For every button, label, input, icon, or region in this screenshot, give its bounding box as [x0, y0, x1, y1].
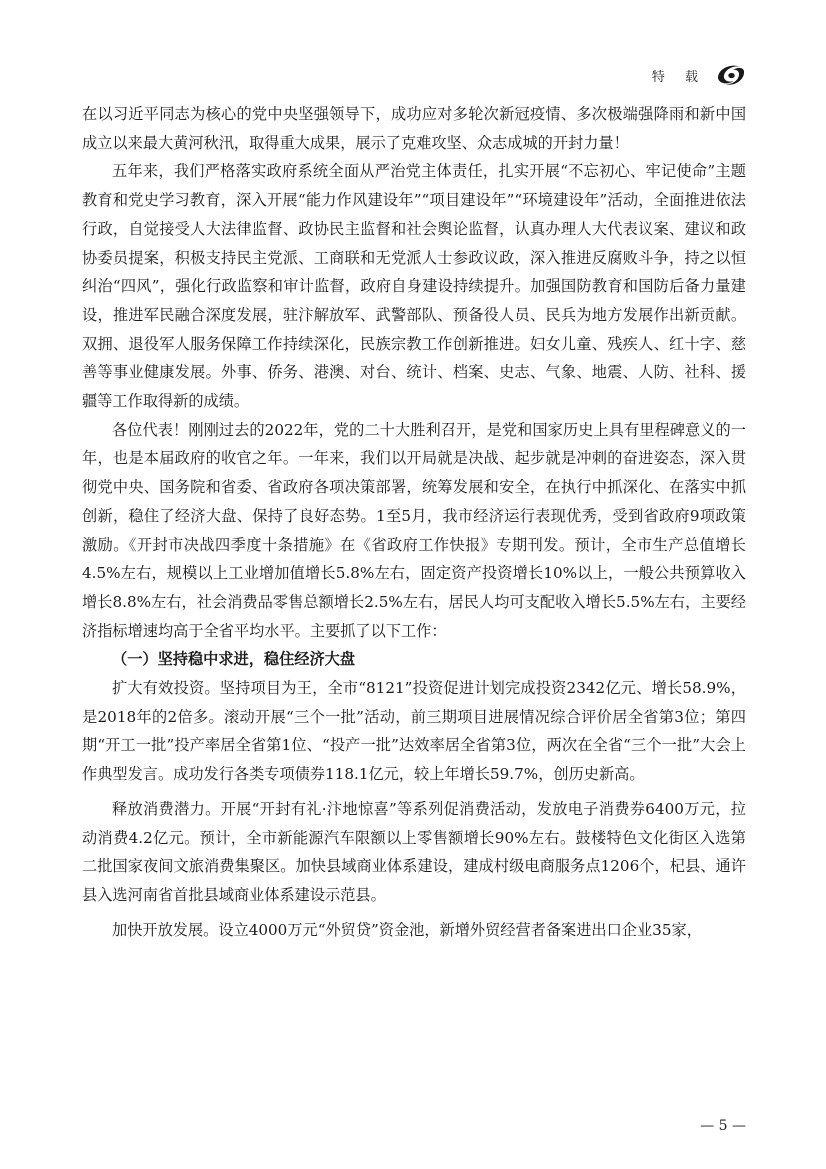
paragraph: 加快开放发展。设立4000万元“外贸贷”资金池，新增外贸经营者备案进出口企业35家，: [112, 920, 702, 939]
article-body: [82, 100, 746, 944]
paragraph: 扩大有效投资。坚持项目为王，全市“8121”投资促进计划完成投资2342亿元、增长58.9%，是2018年的2倍多。滚动开展“三个一批”活动，前三期项目进展情况综合评价居全省第3位；第四期“开工一批”投产率居全省第1位、“投产一批”达效率居全省第3位，两次在全省“三个一批”大会上作典型发言。成功发行各类专项债券118.1亿元，较上年增长59.7%，创历史新高。: [82, 679, 746, 784]
page-number: — 5 —: [700, 1118, 746, 1134]
paragraph: 在以习近平同志为核心的党中央坚强领导下，成功应对多轮次新冠疫情、多次极端强降雨和新中国成立以来最大黄河秋汛，取得重大成果，展示了克难攻坚、众志成城的开封力量！: [82, 105, 746, 152]
paragraph: 各位代表！刚刚过去的2022年，党的二十大胜利召开，是党和国家历史上具有里程碑意义的一年，也是本届政府的收官之年。一年来，我们以开局就是决战、起步就是冲刺的奋进姿态，深入贯彻党中央、国务院和省委、省政府各项决策部署，统筹发展和安全，在执行中抓深化、在落实中抓创新，稳住了经济大盘、保持了良好态势。1至5月，我市经济运行表现优秀，受到省政府9项政策激励。《开封市决战四季度十条措施》在《省政府工作快报》专期刊发。预计，全市生产总值增长4.5%左右，规模以上工业增加值增长5.8%左右，固定资产投资增长10%以上，一般公共预算收入增长8.8%左右，社会消费品零售总额增长2.5%左右，居民人均可支配收入增长5.5%左右，主要经济指标增速均高于全省平均水平。主要抓了以下工作：: [82, 420, 746, 640]
page-header: [652, 62, 748, 88]
paragraph: 五年来，我们严格落实政府系统全面从严治党主体责任，扎实开展“不忘初心、牢记使命”主题教育和党史学习教育，深入开展“能力作风建设年”“项目建设年”“环境建设年”活动，全面推进依法行政，自觉接受人大法律监督、政协民主监督和社会舆论监督，认真办理人大代表议案、建议和政协委员提案，积极支持民主党派、工商联和无党派人士参政议政，深入推进反腐败斗争，持之以恒纠治“四风”，强化行政监察和审计监督，政府自身建设持续提升。加强国防教育和国防后备力量建设，推进军民融合深度发展，驻汴解放军、武警部队、预备役人员、民兵为地方发展作出新贡献。双拥、退役军人服务保障工作持续深化，民族宗教工作创新推进。妇女儿童、残疾人、红十字、慈善等事业健康发展。外事、侨务、港澳、对台、统计、档案、史志、气象、地震、人防、社科、援疆等工作取得新的成绩。: [82, 162, 746, 411]
section-label: 特 载: [651, 69, 706, 85]
journal-logo-icon: [714, 62, 748, 88]
paragraph: 释放消费潜力。开展“开封有礼·汴地惊喜”等系列促消费活动，发放电子消费券6400万元，拉动消费4.2亿元。预计，全市新能源汽车限额以上零售额增长90%左右。鼓楼特色文化街区入选第二批国家夜间文旅消费集聚区。加快县域商业体系建设，建成村级电商服务点1206个，杞县、通许县入选河南省首批县域商业体系建设示范县。: [82, 799, 746, 904]
section-heading: （一）坚持稳中求进，稳住经济大盘: [112, 650, 355, 669]
